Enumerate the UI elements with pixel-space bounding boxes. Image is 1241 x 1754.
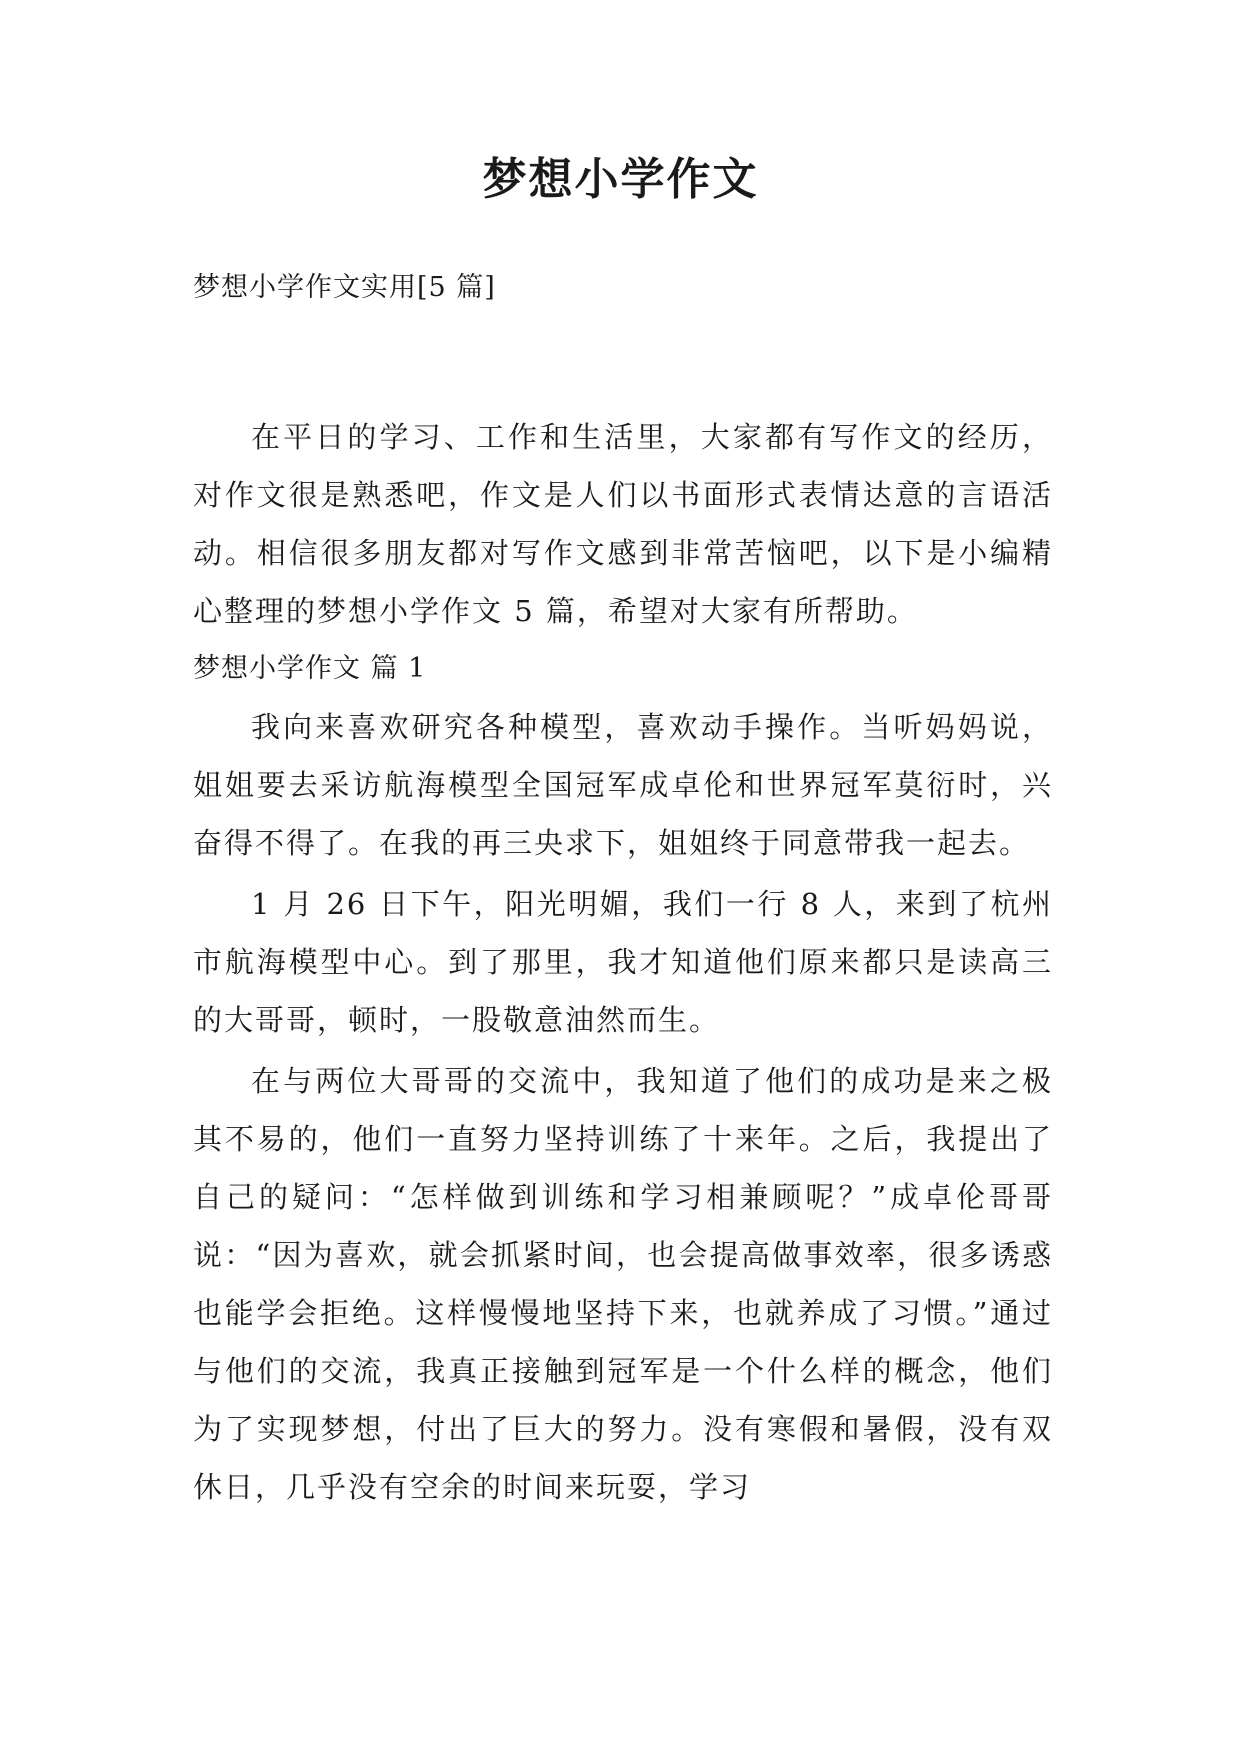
body-paragraph: 在与两位大哥哥的交流中，我知道了他们的成功是来之极其不易的，他们一直努力坚持训练了十来年。之后，我提出了自己的疑问：“怎样做到训练和学习相兼顾呢？”成卓伦哥哥说：“因为喜欢，就会抓紧时间，也会提高做事效率，很多诱惑也能学会拒绝。这样慢慢地坚持下来，也就养成了习惯。”通过与他们的交流，我真正接触到冠军是一个什么样的概念，他们为了实现梦想，付出了巨大的努力。没有寒假和暑假，没有双休日，几乎没有空余的时间来玩耍，学习 [193,1064,1053,1504]
body-paragraph: 我向来喜欢研究各种模型，喜欢动手操作。当听妈妈说，姐姐要去采访航海模型全国冠军成卓伦和世界冠军莫衍时，兴奋得不得了。在我的再三央求下，姐姐终于同意带我一起去。 [193,710,1053,860]
intro-paragraph: 在平日的学习、工作和生活里，大家都有写作文的经历，对作文很是熟悉吧，作文是人们以书面形式表情达意的言语活动。相信很多朋友都对写作文感到非常苦恼吧，以下是小编精心整理的梦想小学作文 5 篇，希望对大家有所帮助。 [193,420,1053,628]
document-title: 梦想小学作文 [482,154,759,205]
body-paragraph: 1 月 26 日下午，阳光明媚，我们一行 8 人，来到了杭州市航海模型中心。到了那里，我才知道他们原来都只是读高三的大哥哥，顿时，一股敬意油然而生。 [193,887,1053,1037]
document-subtitle: 梦想小学作文实用[5 篇] [193,272,496,303]
section-heading: 梦想小学作文 篇 1 [193,653,427,684]
document-body [193,408,1053,1516]
